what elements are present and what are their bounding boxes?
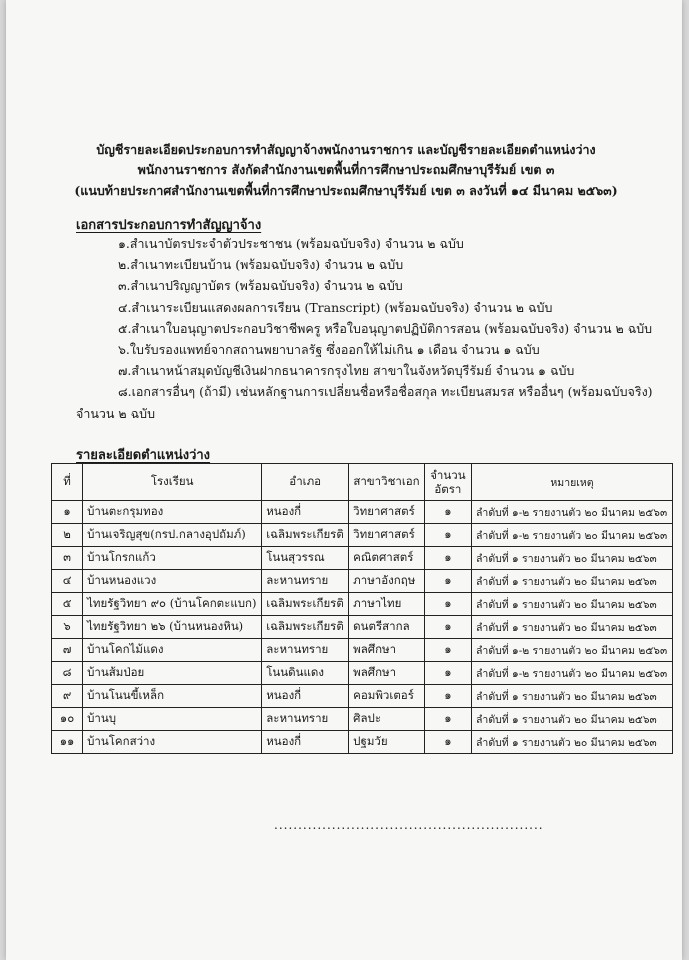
cell-count: ๑ <box>424 685 471 708</box>
cell-major: วิทยาศาสตร์ <box>349 501 425 524</box>
col-header-note: หมายเหตุ <box>471 464 672 501</box>
cell-no: ๗ <box>52 639 83 662</box>
cell-district: ละหานทราย <box>262 570 349 593</box>
cell-note: ลำดับที่ ๑ รายงานตัว ๒๐ มีนาคม ๒๕๖๓ <box>471 547 672 570</box>
col-header-count-line2: อัตรา <box>434 482 462 496</box>
cell-note: ลำดับที่ ๑ รายงานตัว ๒๐ มีนาคม ๒๕๖๓ <box>471 685 672 708</box>
cell-count: ๑ <box>424 616 471 639</box>
col-header-count-line1: จำนวน <box>430 468 466 482</box>
cell-school: บ้านส้มป่อย <box>83 662 262 685</box>
cell-major: วิทยาศาสตร์ <box>349 524 425 547</box>
cell-count: ๑ <box>424 570 471 593</box>
cell-no: ๓ <box>52 547 83 570</box>
cell-district: เฉลิมพระเกียรติ <box>262 616 349 639</box>
cell-note: ลำดับที่ ๑ รายงานตัว ๒๐ มีนาคม ๒๕๖๓ <box>471 731 672 754</box>
cell-district: โนนสุวรรณ <box>262 547 349 570</box>
cell-major: พลศึกษา <box>349 662 425 685</box>
cell-no: ๙ <box>52 685 83 708</box>
header-line-3: (แนบท้ายประกาศสำนักงานเขตพื้นที่การศึกษาประถมศึกษาบุรีรัมย์ เขต ๓ ลงวันที่ ๑๔ มีนาคม ๒๕๖๓) <box>74 183 618 198</box>
cell-school: บ้านโนนขี้เหล็ก <box>83 685 262 708</box>
document-item: ๑.สำเนาบัตรประจำตัวประชาชน (พร้อมฉบับจริง) จำนวน ๒ ฉบับ <box>118 236 464 251</box>
cell-count: ๑ <box>424 639 471 662</box>
cell-school: บ้านตะกรุมทอง <box>83 501 262 524</box>
table-row <box>52 570 673 593</box>
document-item: ๘.เอกสารอื่นๆ (ถ้ามี) เช่นหลักฐานการเปลี่ยนชื่อหรือชื่อสกุล ทะเบียนสมรส หรืออื่นๆ (พร้อมฉบับจริง) <box>118 384 653 399</box>
document-item: ๗.สำเนาหน้าสมุดบัญชีเงินฝากธนาคารกรุงไทย สาขาในจังหวัดบุรีรัมย์ จำนวน ๑ ฉบับ <box>118 363 575 378</box>
cell-count: ๑ <box>424 524 471 547</box>
document-item-continuation: จำนวน ๒ ฉบับ <box>76 406 156 421</box>
cell-note: ลำดับที่ ๑-๒ รายงานตัว ๒๐ มีนาคม ๒๕๖๓ <box>471 501 672 524</box>
cell-count: ๑ <box>424 731 471 754</box>
cell-major: ภาษาไทย <box>349 593 425 616</box>
cell-major: ดนตรีสากล <box>349 616 425 639</box>
vacancies-table <box>51 463 673 754</box>
cell-count: ๑ <box>424 501 471 524</box>
cell-district: หนองกี่ <box>262 731 349 754</box>
cell-count: ๑ <box>424 593 471 616</box>
cell-no: ๑๑ <box>52 731 83 754</box>
cell-major: ปฐมวัย <box>349 731 425 754</box>
cell-no: ๔ <box>52 570 83 593</box>
table-row <box>52 524 673 547</box>
documents-heading: เอกสารประกอบการทำสัญญาจ้าง <box>76 218 262 233</box>
document-item: ๒.สำเนาทะเบียนบ้าน (พร้อมฉบับจริง) จำนวน ๒ ฉบับ <box>118 257 404 272</box>
cell-school: บ้านบุ <box>83 708 262 731</box>
cell-district: โนนดินแดง <box>262 662 349 685</box>
cell-district: หนองกี่ <box>262 685 349 708</box>
cell-major: พลศึกษา <box>349 639 425 662</box>
table-row <box>52 593 673 616</box>
table-row <box>52 685 673 708</box>
table-row <box>52 501 673 524</box>
col-header-major: สาขาวิชาเอก <box>349 464 425 501</box>
cell-school: บ้านเจริญสุข(กรป.กลางอุปถัมภ์) <box>83 524 262 547</box>
cell-district: เฉลิมพระเกียรติ <box>262 524 349 547</box>
cell-major: ภาษาอังกฤษ <box>349 570 425 593</box>
cell-note: ลำดับที่ ๑-๒ รายงานตัว ๒๐ มีนาคม ๒๕๖๓ <box>471 639 672 662</box>
footer-dotted-line: ........................................................ <box>274 818 544 832</box>
cell-no: ๑๐ <box>52 708 83 731</box>
cell-count: ๑ <box>424 662 471 685</box>
cell-district: หนองกี่ <box>262 501 349 524</box>
cell-no: ๘ <box>52 662 83 685</box>
header-line-1: บัญชีรายละเอียดประกอบการทำสัญญาจ้างพนักงานราชการ และบัญชีรายละเอียดตำแหน่งว่าง <box>96 142 596 157</box>
document-item: ๖.ใบรับรองแพทย์จากสถานพยาบาลรัฐ ซึ่งออกให้ไม่เกิน ๑ เดือน จำนวน ๑ ฉบับ <box>118 342 540 357</box>
cell-school: บ้านโคกสว่าง <box>83 731 262 754</box>
table-row <box>52 662 673 685</box>
table-row <box>52 639 673 662</box>
table-row <box>52 616 673 639</box>
header-line-2: พนักงานราชการ สังกัดสำนักงานเขตพื้นที่การศึกษาประถมศึกษาบุรีรัมย์ เขต ๓ <box>137 162 555 177</box>
cell-count: ๑ <box>424 547 471 570</box>
cell-note: ลำดับที่ ๑ รายงานตัว ๒๐ มีนาคม ๒๕๖๓ <box>471 708 672 731</box>
table-body <box>52 501 673 754</box>
cell-school: ไทยรัฐวิทยา ๒๖ (บ้านหนองหิน) <box>83 616 262 639</box>
table-header-row <box>52 464 673 501</box>
table-row <box>52 708 673 731</box>
cell-major: ศิลปะ <box>349 708 425 731</box>
cell-note: ลำดับที่ ๑ รายงานตัว ๒๐ มีนาคม ๒๕๖๓ <box>471 593 672 616</box>
cell-school: บ้านโคกไม้แดง <box>83 639 262 662</box>
table-row <box>52 547 673 570</box>
cell-note: ลำดับที่ ๑ รายงานตัว ๒๐ มีนาคม ๒๕๖๓ <box>471 616 672 639</box>
col-header-district: อำเภอ <box>262 464 349 501</box>
cell-district: ละหานทราย <box>262 708 349 731</box>
cell-district: ละหานทราย <box>262 639 349 662</box>
cell-no: ๒ <box>52 524 83 547</box>
cell-note: ลำดับที่ ๑ รายงานตัว ๒๐ มีนาคม ๒๕๖๓ <box>471 570 672 593</box>
document-item: ๔.สำเนาระเบียนแสดงผลการเรียน (Transcript) (พร้อมฉบับจริง) จำนวน ๒ ฉบับ <box>118 300 553 315</box>
cell-no: ๖ <box>52 616 83 639</box>
table-row <box>52 731 673 754</box>
cell-major: คอมพิวเตอร์ <box>349 685 425 708</box>
document-item: ๕.สำเนาใบอนุญาตประกอบวิชาชีพครู หรือใบอนุญาตปฏิบัติการสอน (พร้อมฉบับจริง) จำนวน ๒ ฉบับ <box>118 321 653 336</box>
col-header-count <box>424 464 471 501</box>
cell-school: บ้านโกรกแก้ว <box>83 547 262 570</box>
cell-note: ลำดับที่ ๑-๒ รายงานตัว ๒๐ มีนาคม ๒๕๖๓ <box>471 524 672 547</box>
cell-major: คณิตศาสตร์ <box>349 547 425 570</box>
col-header-no: ที่ <box>52 464 83 501</box>
cell-note: ลำดับที่ ๑-๒ รายงานตัว ๒๐ มีนาคม ๒๕๖๓ <box>471 662 672 685</box>
cell-district: เฉลิมพระเกียรติ <box>262 593 349 616</box>
cell-no: ๑ <box>52 501 83 524</box>
col-header-school: โรงเรียน <box>83 464 262 501</box>
document-sheet <box>6 0 682 960</box>
vacancies-heading: รายละเอียดตำแหน่งว่าง <box>76 448 211 463</box>
cell-school: บ้านหนองแวง <box>83 570 262 593</box>
cell-no: ๕ <box>52 593 83 616</box>
cell-count: ๑ <box>424 708 471 731</box>
cell-school: ไทยรัฐวิทยา ๙๐ (บ้านโคกตะแบก) <box>83 593 262 616</box>
document-item: ๓.สำเนาปริญญาบัตร (พร้อมฉบับจริง) จำนวน ๒ ฉบับ <box>118 278 403 293</box>
